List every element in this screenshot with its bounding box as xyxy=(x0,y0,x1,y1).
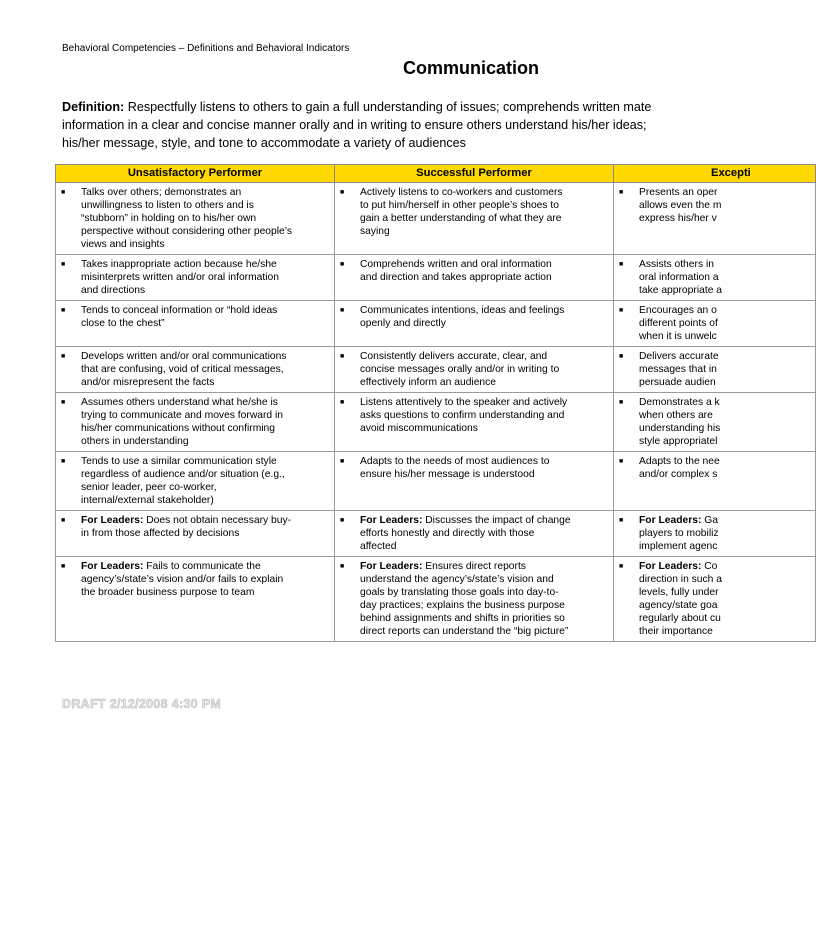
indicator xyxy=(58,350,330,389)
indicator-line-text: effectively inform an audience xyxy=(360,377,497,388)
indicator-line xyxy=(639,271,811,284)
indicator-line-text: in from those affected by decisions xyxy=(81,528,240,539)
indicator-line xyxy=(81,396,330,409)
bullet-icon: ■ xyxy=(619,563,624,570)
indicator-line xyxy=(360,212,609,225)
indicator-line xyxy=(360,540,609,553)
header-successful: Successful Performer xyxy=(335,165,614,183)
indicator-line xyxy=(360,455,609,468)
exceptional-cell xyxy=(614,301,816,347)
unsatisfactory-cell xyxy=(56,347,335,393)
table-row xyxy=(56,255,816,301)
indicator-line xyxy=(81,225,330,238)
bullet-icon: ■ xyxy=(61,353,66,360)
indicator-line xyxy=(81,494,330,507)
indicator-line-text: when it is unwelc xyxy=(639,331,717,342)
indicator xyxy=(58,560,330,599)
indicator-line-text: behind assignments and shifts in priorities so xyxy=(360,613,565,624)
indicator-line xyxy=(639,422,811,435)
bullet-icon: ■ xyxy=(619,458,624,465)
indicator-line xyxy=(639,435,811,448)
indicator-line-text: Co xyxy=(701,561,718,572)
indicator-line-text: Assumes others understand what he/she is xyxy=(81,397,278,408)
indicator-line-text: Encourages an o xyxy=(639,305,717,316)
indicator-line xyxy=(360,560,609,573)
indicator-line xyxy=(81,199,330,212)
indicator-line xyxy=(360,186,609,199)
bullet-icon: ■ xyxy=(340,399,345,406)
indicator-line xyxy=(639,573,811,586)
indicator-line-text: persuade audien xyxy=(639,377,716,388)
exceptional-cell xyxy=(614,511,816,557)
successful-cell xyxy=(335,347,614,393)
bullet-icon: ■ xyxy=(340,563,345,570)
indicator-line-text: internal/external stakeholder) xyxy=(81,495,214,506)
indicator xyxy=(58,304,330,330)
page-title: Communication xyxy=(402,58,539,78)
indicator-text xyxy=(360,455,609,481)
indicator-text xyxy=(81,396,330,448)
bullet-icon: ■ xyxy=(340,261,345,268)
indicator-line xyxy=(81,514,330,527)
indicator-line xyxy=(81,363,330,376)
bullet-icon: ■ xyxy=(619,261,624,268)
indicator-line-text: Does not obtain necessary buy- xyxy=(143,515,292,526)
indicator-line-text: trying to communicate and moves forward in xyxy=(81,410,284,421)
indicator-line xyxy=(639,540,811,553)
indicator-text xyxy=(81,560,330,599)
indicator-line-text: take appropriate a xyxy=(639,285,723,296)
indicator xyxy=(58,514,330,540)
indicator-line xyxy=(81,481,330,494)
indicator-line xyxy=(81,435,330,448)
indicator-line-text: messages that in xyxy=(639,364,717,375)
indicator-line-text: Communicates intentions, ideas and feelings xyxy=(360,305,565,316)
bullet-icon: ■ xyxy=(61,307,66,314)
indicator-line xyxy=(360,317,609,330)
indicator xyxy=(337,304,609,330)
header-unsatisfactory: Unsatisfactory Performer xyxy=(56,165,335,183)
indicator-line xyxy=(639,468,811,481)
table-body xyxy=(56,183,816,642)
indicator-line-text: Delivers accurate xyxy=(639,351,719,362)
indicator-line-text: Talks over others; demonstrates an xyxy=(81,187,242,198)
indicator-line xyxy=(360,586,609,599)
indicator-line-text: Demonstrates a k xyxy=(639,397,720,408)
indicator-line-text: goals by translating those goals into day-to- xyxy=(360,587,559,598)
bullet-icon: ■ xyxy=(340,307,345,314)
indicator-line-text: Comprehends written and oral information xyxy=(360,259,552,270)
unsatisfactory-cell xyxy=(56,557,335,642)
indicator-line xyxy=(360,514,609,527)
indicator-line-text: levels, fully under xyxy=(639,587,719,598)
indicator-line xyxy=(360,350,609,363)
indicator-line-text: Tends to conceal information or “hold ideas xyxy=(81,305,278,316)
indicator-line xyxy=(639,304,811,317)
indicator-line xyxy=(360,422,609,435)
indicator-line-text: Ga xyxy=(701,515,718,526)
definition-line-1 xyxy=(62,98,762,116)
indicator-line xyxy=(360,376,609,389)
exceptional-cell xyxy=(614,393,816,452)
indicator-line xyxy=(639,455,811,468)
bullet-icon: ■ xyxy=(619,307,624,314)
indicator-line-text: concise messages orally and/or in writing to xyxy=(360,364,560,375)
indicator-line-text: Consistently delivers accurate, clear, and xyxy=(360,351,548,362)
bullet-icon: ■ xyxy=(340,189,345,196)
indicator-line-text: their importance xyxy=(639,626,713,637)
indicator xyxy=(337,350,609,389)
indicator xyxy=(616,514,811,553)
indicator-text xyxy=(360,304,609,330)
indicator-line-text: direction in such a xyxy=(639,574,722,585)
indicator-line-text: agency’s/state’s vision and/or fails to explain xyxy=(81,574,284,585)
indicator-line-text: the broader business purpose to team xyxy=(81,587,255,598)
indicator-line-text: others in understanding xyxy=(81,436,189,447)
unsatisfactory-cell xyxy=(56,301,335,347)
indicator-line-text: Ensures direct reports xyxy=(422,561,526,572)
indicator-line xyxy=(360,271,609,284)
indicator xyxy=(337,514,609,553)
unsatisfactory-cell xyxy=(56,255,335,301)
indicator-line-text: that are confusing, void of critical messages, xyxy=(81,364,284,375)
indicator-line-text: when others are xyxy=(639,410,713,421)
indicator-line-text: regardless of audience and/or situation (e.g., xyxy=(81,469,285,480)
indicator-line xyxy=(360,225,609,238)
exceptional-cell xyxy=(614,347,816,393)
indicator-text xyxy=(360,350,609,389)
indicator-line xyxy=(360,527,609,540)
leader-label: For Leaders: xyxy=(360,561,423,572)
indicator-text xyxy=(81,350,330,389)
indicator-line xyxy=(639,396,811,409)
indicator-line xyxy=(639,258,811,271)
table-row xyxy=(56,452,816,511)
indicator-line-text: and direction and takes appropriate action xyxy=(360,272,552,283)
table-header-row xyxy=(56,165,816,183)
bullet-icon: ■ xyxy=(340,353,345,360)
indicator xyxy=(58,396,330,448)
indicator-line xyxy=(81,284,330,297)
indicator-line xyxy=(81,258,330,271)
draft-stamp: DRAFT 2/12/2008 4:30 PM xyxy=(62,697,222,711)
indicator-text xyxy=(81,514,330,540)
table-row xyxy=(56,347,816,393)
indicator-line xyxy=(639,317,811,330)
indicator-line xyxy=(81,304,330,317)
indicator xyxy=(616,258,811,297)
indicator-line-text: express his/her v xyxy=(639,213,717,224)
indicator-line xyxy=(360,199,609,212)
bullet-icon: ■ xyxy=(619,517,624,524)
indicator-line-text: Assists others in xyxy=(639,259,714,270)
indicator-line-text: Develops written and/or oral communications xyxy=(81,351,287,362)
indicator-line xyxy=(639,376,811,389)
indicator-line xyxy=(639,284,811,297)
bullet-icon: ■ xyxy=(340,517,345,524)
unsatisfactory-cell xyxy=(56,452,335,511)
leader-label: For Leaders: xyxy=(639,561,702,572)
definition-line-2: information in a clear and concise manner orally and in writing to ensure others understand his/her ideas; xyxy=(62,118,647,132)
indicator-line xyxy=(639,612,811,625)
indicator-line-text: perspective without considering other people’s xyxy=(81,226,293,237)
bullet-icon: ■ xyxy=(61,517,66,524)
unsatisfactory-cell xyxy=(56,393,335,452)
indicator-line xyxy=(81,409,330,422)
indicator-line xyxy=(639,409,811,422)
indicator xyxy=(616,350,811,389)
indicator-line-text: understand the agency’s/state’s vision and xyxy=(360,574,554,585)
indicator-line xyxy=(360,625,609,638)
indicator-line-text: Actively listens to co-workers and customers xyxy=(360,187,563,198)
indicator-line-text: understanding his xyxy=(639,423,721,434)
indicator-line-text: asks questions to confirm understanding and xyxy=(360,410,565,421)
indicator-line-text: unwillingness to listen to others and is xyxy=(81,200,254,211)
indicator-line xyxy=(639,363,811,376)
bullet-icon: ■ xyxy=(340,458,345,465)
indicator xyxy=(337,560,609,638)
indicator xyxy=(616,455,811,481)
table-row xyxy=(56,511,816,557)
indicator-line-text: to put him/herself in other people’s shoes to xyxy=(360,200,560,211)
indicator-line-text: and directions xyxy=(81,285,146,296)
indicator-line xyxy=(81,212,330,225)
indicator-line xyxy=(81,376,330,389)
indicator-line xyxy=(81,586,330,599)
competency-table xyxy=(55,164,816,642)
successful-cell xyxy=(335,301,614,347)
definition xyxy=(62,98,762,152)
indicator-line-text: Adapts to the needs of most audiences to xyxy=(360,456,550,467)
indicator-line-text: Fails to communicate the xyxy=(143,561,261,572)
exceptional-cell xyxy=(614,255,816,301)
indicator-line-text: oral information a xyxy=(639,272,719,283)
indicator-line xyxy=(639,199,811,212)
header-exceptional: Excepti xyxy=(614,165,816,183)
bullet-icon: ■ xyxy=(619,353,624,360)
indicator-line-text: views and insights xyxy=(81,239,165,250)
indicator-line xyxy=(81,455,330,468)
indicator xyxy=(58,455,330,507)
indicator xyxy=(337,186,609,238)
indicator-line-text: Adapts to the nee xyxy=(639,456,720,467)
indicator-line-text: misinterprets written and/or oral information xyxy=(81,272,280,283)
successful-cell xyxy=(335,511,614,557)
indicator-line-text: regularly about cu xyxy=(639,613,721,624)
indicator-line xyxy=(360,573,609,586)
bullet-icon: ■ xyxy=(61,189,66,196)
indicator-line-text: different points of xyxy=(639,318,718,329)
indicator-line-text: gain a better understanding of what they are xyxy=(360,213,562,224)
indicator-line xyxy=(360,304,609,317)
indicator-line-text: direct reports can understand the “big picture” xyxy=(360,626,569,637)
successful-cell xyxy=(335,393,614,452)
indicator-line-text: allows even the m xyxy=(639,200,722,211)
indicator xyxy=(616,304,811,343)
indicator-text xyxy=(360,186,609,238)
indicator-text xyxy=(360,514,609,553)
indicator-text xyxy=(360,560,609,638)
indicator-line xyxy=(81,350,330,363)
indicator-line xyxy=(81,527,330,540)
indicator-text xyxy=(639,455,811,481)
indicator-line xyxy=(639,560,811,573)
indicator-line xyxy=(360,599,609,612)
indicator-text xyxy=(81,258,330,297)
exceptional-cell xyxy=(614,452,816,511)
indicator-line xyxy=(639,350,811,363)
indicator-line xyxy=(360,612,609,625)
indicator-line xyxy=(639,186,811,199)
leader-label: For Leaders: xyxy=(81,561,144,572)
leader-label: For Leaders: xyxy=(639,515,702,526)
indicator-line-text: ensure his/her message is understood xyxy=(360,469,535,480)
indicator-line xyxy=(639,212,811,225)
table-row xyxy=(56,183,816,255)
indicator-line xyxy=(360,468,609,481)
indicator-line xyxy=(639,586,811,599)
indicator xyxy=(616,396,811,448)
indicator-line xyxy=(81,573,330,586)
indicator-text xyxy=(639,258,811,297)
indicator-line xyxy=(639,599,811,612)
indicator-line-text: “stubborn” in holding on to his/her own xyxy=(81,213,257,224)
exceptional-cell xyxy=(614,183,816,255)
indicator-line-text: players to mobiliz xyxy=(639,528,719,539)
table-row xyxy=(56,393,816,452)
indicator-line xyxy=(81,238,330,251)
indicator-text xyxy=(639,396,811,448)
successful-cell xyxy=(335,183,614,255)
indicator-line xyxy=(360,363,609,376)
indicator-line-text: implement agenc xyxy=(639,541,718,552)
indicator-line xyxy=(360,396,609,409)
indicator-line-text: his/her communications without confirming xyxy=(81,423,276,434)
indicator-text xyxy=(639,186,811,225)
page-header: Behavioral Competencies – Definitions and Behavioral Indicators xyxy=(62,43,350,54)
indicator-line-text: Presents an oper xyxy=(639,187,718,198)
bullet-icon: ■ xyxy=(619,399,624,406)
bullet-icon: ■ xyxy=(61,399,66,406)
indicator-line-text: Discusses the impact of change xyxy=(422,515,571,526)
bullet-icon: ■ xyxy=(61,563,66,570)
indicator-line xyxy=(360,258,609,271)
successful-cell xyxy=(335,557,614,642)
indicator-line-text: avoid miscommunications xyxy=(360,423,478,434)
definition-text-1: Respectfully listens to others to gain a full understanding of issues; comprehends written mate xyxy=(124,100,652,114)
leader-label: For Leaders: xyxy=(81,515,144,526)
unsatisfactory-cell xyxy=(56,511,335,557)
indicator xyxy=(616,186,811,225)
successful-cell xyxy=(335,255,614,301)
indicator-text xyxy=(639,304,811,343)
successful-cell xyxy=(335,452,614,511)
indicator-line xyxy=(81,560,330,573)
indicator-line-text: Takes inappropriate action because he/she xyxy=(81,259,277,270)
indicator-text xyxy=(639,514,811,553)
indicator-line-text: Tends to use a similar communication style xyxy=(81,456,277,467)
indicator xyxy=(58,258,330,297)
indicator-line-text: day practices; explains the business purpose xyxy=(360,600,565,611)
indicator-text xyxy=(639,350,811,389)
indicator xyxy=(337,396,609,435)
exceptional-cell xyxy=(614,557,816,642)
indicator-text xyxy=(81,304,330,330)
indicator-text xyxy=(639,560,811,638)
indicator-line-text: saying xyxy=(360,226,390,237)
definition-line-3: his/her message, style, and tone to accommodate a variety of audiences xyxy=(62,136,466,150)
indicator-text xyxy=(360,396,609,435)
indicator xyxy=(616,560,811,638)
indicator-line xyxy=(360,409,609,422)
definition-label: Definition: xyxy=(62,100,125,114)
indicator xyxy=(58,186,330,251)
indicator-line xyxy=(639,625,811,638)
indicator-line-text: Listens attentively to the speaker and actively xyxy=(360,397,568,408)
unsatisfactory-cell xyxy=(56,183,335,255)
indicator-line xyxy=(639,514,811,527)
indicator-line xyxy=(639,527,811,540)
indicator-line xyxy=(81,422,330,435)
indicator-line-text: and/or misrepresent the facts xyxy=(81,377,215,388)
bullet-icon: ■ xyxy=(619,189,624,196)
indicator-text xyxy=(360,258,609,284)
indicator-text xyxy=(81,186,330,251)
indicator-text xyxy=(81,455,330,507)
indicator-line-text: style appropriatel xyxy=(639,436,718,447)
leader-label: For Leaders: xyxy=(360,515,423,526)
indicator-line xyxy=(81,317,330,330)
indicator-line xyxy=(81,271,330,284)
indicator-line xyxy=(639,330,811,343)
indicator-line xyxy=(81,468,330,481)
table-row xyxy=(56,301,816,347)
indicator xyxy=(337,258,609,284)
indicator-line-text: senior leader, peer co-worker, xyxy=(81,482,217,493)
table-row xyxy=(56,557,816,642)
indicator-line-text: efforts honestly and directly with those xyxy=(360,528,535,539)
indicator-line xyxy=(81,186,330,199)
indicator-line-text: and/or complex s xyxy=(639,469,718,480)
indicator-line-text: agency/state goa xyxy=(639,600,718,611)
bullet-icon: ■ xyxy=(61,261,66,268)
indicator-line-text: affected xyxy=(360,541,397,552)
indicator-line-text: close to the chest” xyxy=(81,318,165,329)
indicator-line-text: openly and directly xyxy=(360,318,446,329)
indicator xyxy=(337,455,609,481)
bullet-icon: ■ xyxy=(61,458,66,465)
